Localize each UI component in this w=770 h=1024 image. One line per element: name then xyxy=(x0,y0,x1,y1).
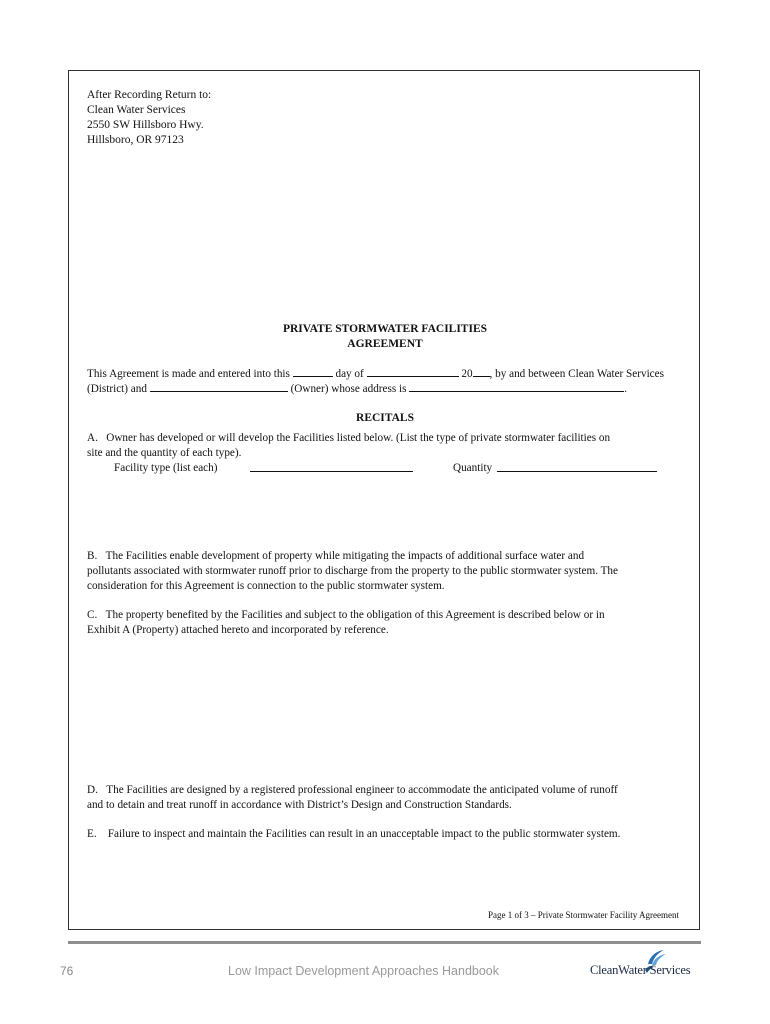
address-line: 2550 SW Hillsboro Hwy. xyxy=(87,119,204,131)
recital-c: C. The property benefited by the Facilities and subject to the obligation of this Agreement is described below or in Exhibit A (Property) attached hereto and incorporated by reference. xyxy=(87,609,605,636)
quantity-row xyxy=(453,461,492,476)
address-line: Clean Water Services xyxy=(87,104,186,116)
document-title xyxy=(69,322,701,351)
return-address xyxy=(87,88,211,148)
facility-type-blank xyxy=(250,471,413,472)
year-blank xyxy=(473,366,490,377)
title-line-1: PRIVATE STORMWATER FACILITIES xyxy=(282,323,488,335)
owner-address-blank xyxy=(409,381,624,392)
page-footer: Page 1 of 3 – Private Stormwater Facility Agreement xyxy=(488,910,679,920)
recital-e: E. Failure to inspect and maintain the Facilities can result in an unacceptable impact to the public stormwater system. xyxy=(87,828,621,840)
clean-water-services-logo xyxy=(590,948,705,984)
facility-type-row xyxy=(114,461,217,476)
day-blank xyxy=(293,366,333,377)
quantity-label: Quantity xyxy=(453,462,493,474)
address-line: Hillsboro, OR 97123 xyxy=(87,134,184,146)
month-blank xyxy=(367,366,459,377)
intro-line-1: This Agreement is made and entered into this day of 20 , by and between Clean Water Services xyxy=(87,368,664,380)
intro-line-2: (District) and (Owner) whose address is . xyxy=(87,383,628,395)
quantity-blank xyxy=(497,471,657,472)
handbook-title: Low Impact Development Approaches Handbook xyxy=(228,964,499,978)
district-blank xyxy=(150,381,288,392)
recital-b: B. The Facilities enable development of property while mitigating the impacts of additional surface water and pollutants associated with stormwater runoff prior to discharge from the property to the public stormwater system. The consideration for this Agreement is connection to the public stormwater system. xyxy=(87,550,618,592)
address-line: After Recording Return to: xyxy=(87,89,212,101)
recitals-heading: RECITALS xyxy=(356,412,414,424)
logo-text: CleanWater Services xyxy=(590,963,691,977)
handbook-page-number: 76 xyxy=(60,964,74,978)
facility-type-label: Facility type (list each) xyxy=(114,462,218,474)
document-page xyxy=(68,70,700,930)
title-line-2: AGREEMENT xyxy=(347,337,423,350)
bottom-rule xyxy=(68,941,701,944)
recital-a: A. Owner has developed or will develop the Facilities listed below. (List the type of private stormwater facilities on site and the quantity of each type). xyxy=(87,432,611,459)
recital-d: D. The Facilities are designed by a registered professional engineer to accommodate the anticipated volume of runoff and to detain and treat runoff in accordance with District’s Design and Construction Standards. xyxy=(87,784,618,811)
